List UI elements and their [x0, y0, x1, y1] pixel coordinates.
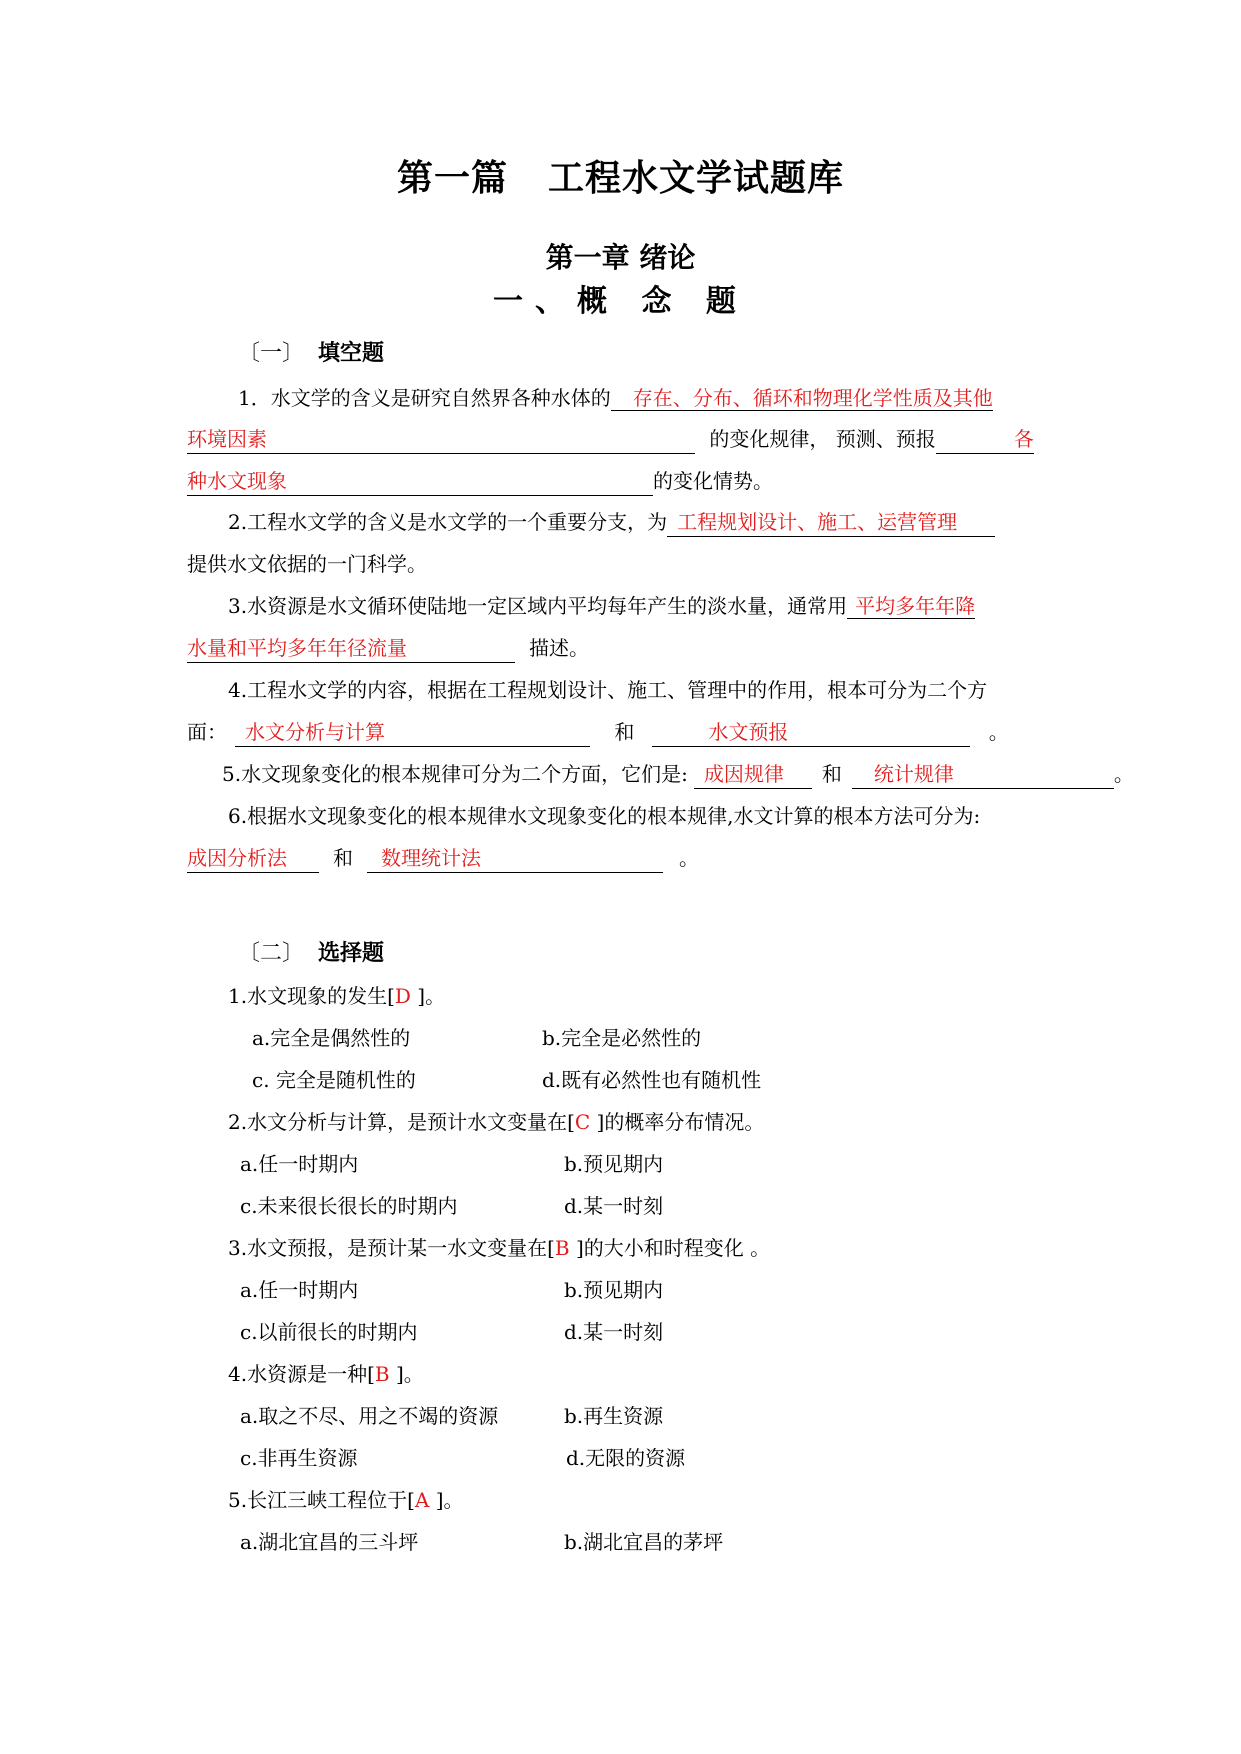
- question-text: 的变化情势。: [653, 469, 773, 493]
- option-b: b.预见期内: [564, 1152, 664, 1176]
- question-text: ]。: [429, 1488, 464, 1512]
- answer-blank: [611, 386, 993, 411]
- answer-blank: [367, 844, 663, 873]
- section-label: 〔二〕: [238, 941, 305, 966]
- section-label: 〔一〕: [238, 341, 305, 366]
- option-a: a.取之不尽、用之不竭的资源: [240, 1404, 499, 1428]
- fill-question-2: [228, 508, 995, 537]
- answer-blank: [652, 718, 970, 747]
- option-c: c.非再生资源: [240, 1446, 358, 1470]
- fill-question-4: 4.工程水文学的内容，根据在工程规划设计、施工、管理中的作用，根本可分为二个方: [228, 678, 988, 702]
- option-a: a.完全是偶然性的: [252, 1026, 411, 1050]
- question-text: 5.水文现象变化的根本规律可分为二个方面，它们是:: [222, 762, 688, 786]
- answer-text: 统计规律: [873, 762, 954, 786]
- answer-blank: [936, 425, 1034, 454]
- option-b: b.完全是必然性的: [542, 1026, 702, 1050]
- title-part: 第一篇: [396, 158, 508, 199]
- answer-text: 数理统计法: [381, 846, 481, 870]
- choice-question-3: [228, 1234, 770, 1262]
- part-title: 一、概 念 题: [493, 284, 748, 319]
- question-text: ]。: [410, 984, 446, 1008]
- question-text: 和: [333, 846, 353, 870]
- option-d: d.无限的资源: [566, 1446, 686, 1470]
- question-text: 4.水资源是一种[: [228, 1362, 375, 1386]
- question-text: 1.水文现象的发生[: [228, 984, 395, 1008]
- question-text: ]。: [389, 1362, 424, 1386]
- fill-question-1-line2: [187, 425, 1034, 454]
- option-d: d.既有必然性也有随机性: [542, 1068, 762, 1092]
- document-title: [0, 150, 1241, 201]
- fill-question-1: [238, 384, 993, 412]
- answer-blank: [667, 508, 995, 537]
- question-text: 和: [821, 762, 842, 786]
- question-text: 1．水文学的含义是研究自然界各种水体的: [238, 386, 611, 410]
- answer-blank: [187, 467, 653, 496]
- option-c: c.以前很长的时期内: [240, 1320, 418, 1344]
- answer-text: 平均多年年降: [855, 594, 976, 618]
- option-b: b.预见期内: [564, 1278, 664, 1302]
- answer-text: 各: [1013, 427, 1034, 451]
- option-d: d.某一时刻: [564, 1320, 664, 1344]
- question-text: 3.水文预报，是预计某一水文变量在[: [228, 1236, 555, 1260]
- option-a: a.湖北宜昌的三斗坪: [240, 1530, 419, 1554]
- option-b: b.再生资源: [564, 1404, 664, 1428]
- answer-text: 环境因素: [187, 427, 267, 451]
- question-text: ]的大小和时程变化 。: [569, 1236, 771, 1260]
- fill-question-1-line3: [187, 467, 773, 496]
- fill-question-4-line2: [187, 718, 1009, 747]
- choice-question-2: [228, 1108, 764, 1136]
- question-text: 2.工程水文学的含义是水文学的一个重要分支，为: [228, 510, 668, 534]
- question-text: 。: [988, 720, 1009, 744]
- answer-text: A: [414, 1488, 430, 1512]
- option-b: b.湖北宜昌的茅坪: [564, 1530, 724, 1554]
- question-text: 。: [1113, 762, 1134, 786]
- section-heading-fill: [238, 336, 384, 367]
- fill-question-6: 6.根据水文现象变化的根本规律水文现象变化的根本规律,水文计算的根本方法可分为:: [228, 804, 981, 828]
- answer-blank: [847, 594, 975, 619]
- question-text: 3.水资源是水文循环使陆地一定区域内平均每年产生的淡水量，通常用: [228, 594, 848, 618]
- choice-question-5: [228, 1486, 464, 1514]
- fill-question-2-line2: 提供水文依据的一门科学。: [187, 552, 427, 576]
- question-text: ]的概率分布情况。: [590, 1110, 765, 1134]
- answer-text: B: [554, 1236, 570, 1260]
- answer-text: D: [394, 984, 411, 1008]
- answer-blank: [187, 634, 515, 663]
- choice-question-1: [228, 982, 445, 1010]
- answer-text: 水量和平均多年年径流量: [187, 636, 407, 660]
- answer-blank: [235, 718, 590, 747]
- section-title: 填空题: [318, 341, 385, 366]
- fill-question-5: [222, 760, 1134, 789]
- section-heading-choice: [238, 936, 384, 967]
- answer-text: 成因规律: [703, 762, 784, 786]
- answer-text: 水文分析与计算: [245, 720, 385, 744]
- answer-blank: [187, 844, 319, 873]
- answer-text: 成因分析法: [187, 846, 287, 870]
- chapter-title: 第一章 绪论: [545, 241, 696, 274]
- question-text: 面：: [187, 720, 227, 744]
- option-c: c.未来很长很长的时期内: [240, 1194, 458, 1218]
- section-title: 选择题: [318, 941, 385, 966]
- title-name: 工程水文学试题库: [548, 158, 845, 199]
- fill-question-3-line2: [187, 634, 589, 663]
- answer-text: 工程规划设计、施工、运营管理: [677, 510, 958, 534]
- question-text: 5.长江三峡工程位于[: [228, 1488, 415, 1512]
- question-text: 描述。: [529, 636, 589, 660]
- option-a: a.任一时期内: [240, 1152, 359, 1176]
- answer-text: 存在、分布、循环和物理化学性质及其他: [632, 386, 993, 410]
- answer-text: B: [374, 1362, 390, 1386]
- fill-question-3: [228, 592, 975, 620]
- answer-text: 水文预报: [708, 720, 789, 744]
- fill-question-6-line2: [187, 844, 699, 873]
- question-text: 的变化规律， 预测、预报: [709, 427, 936, 451]
- option-a: a.任一时期内: [240, 1278, 359, 1302]
- question-text: 。: [679, 846, 699, 870]
- question-text: 和: [614, 720, 635, 744]
- answer-text: 种水文现象: [187, 469, 287, 493]
- option-c: c. 完全是随机性的: [252, 1068, 416, 1092]
- option-d: d.某一时刻: [564, 1194, 664, 1218]
- answer-blank: [187, 425, 695, 454]
- answer-text: C: [574, 1110, 591, 1134]
- answer-blank: [852, 760, 1114, 789]
- answer-blank: [694, 760, 812, 789]
- question-text: 2.水文分析与计算，是预计水文变量在[: [228, 1110, 575, 1134]
- choice-question-4: [228, 1360, 424, 1388]
